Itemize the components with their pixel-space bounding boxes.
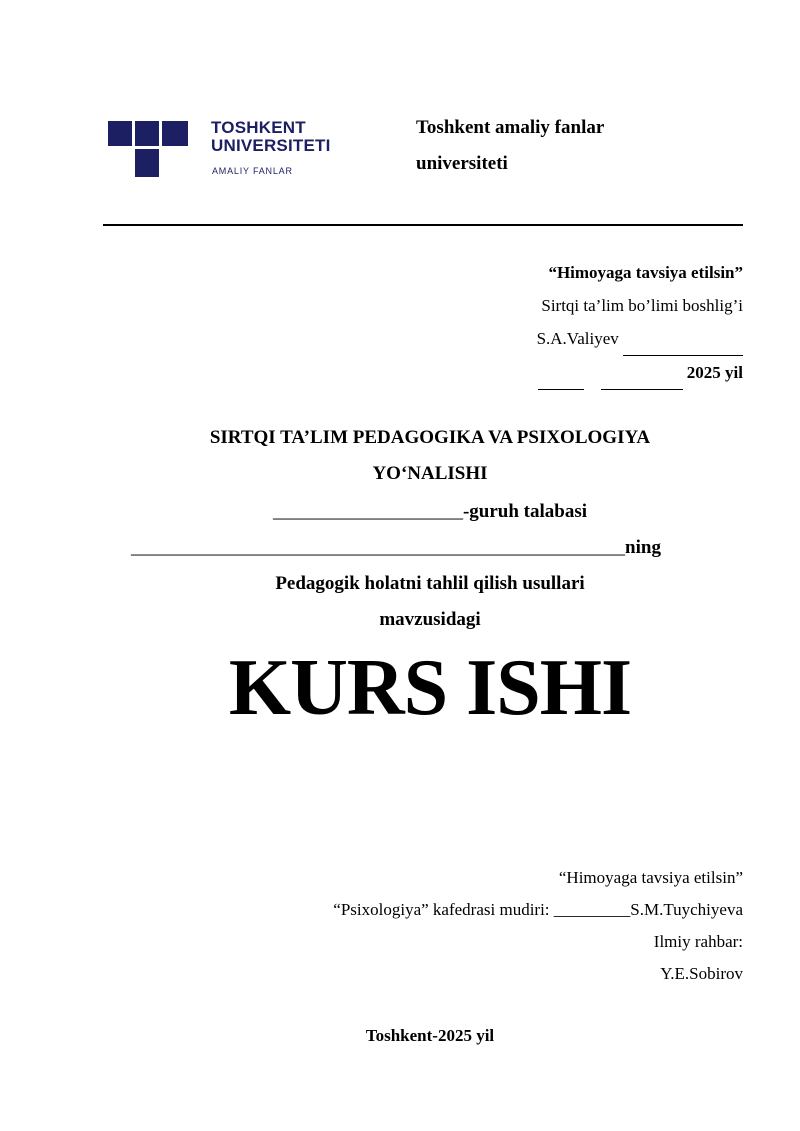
header-divider (103, 224, 743, 226)
university-name (416, 110, 604, 182)
place-year: Toshkent-2025 yil (365, 1026, 495, 1045)
student-blank: ____________________________________________________ (131, 537, 626, 558)
department-head-line: “Psixologiya” kafedrasi mudiri: _________S.M.Tuychiyeva (333, 900, 743, 919)
university-name-line1: Toshkent amaliy fanlar (416, 117, 605, 138)
supervisor-label: Ilmiy rahbar: (653, 932, 743, 951)
approval-top-name: S.A.Valiyev (536, 329, 619, 348)
direction-line2: YO‘NALISHI (372, 463, 488, 484)
direction-line1: SIRTQI TA’LIM PEDAGOGIKA VA PSIXOLOGIYA (209, 427, 651, 448)
logo-title (211, 119, 331, 155)
group-suffix: -guruh talabasi (462, 501, 588, 522)
university-name-line2: universiteti (416, 153, 508, 174)
approval-top-block (537, 256, 743, 390)
group-line (0, 494, 800, 530)
university-logo-mark (108, 121, 188, 177)
approval-top-year: 2025 yil (686, 363, 743, 382)
student-info (0, 494, 800, 638)
day-blank (538, 356, 584, 390)
month-blank (601, 356, 683, 390)
logo-title-line1: TOSHKENT (211, 118, 306, 137)
approval-top-heading: “Himoyaga tavsiya etilsin” (548, 263, 743, 282)
signature-line (623, 322, 743, 356)
approval-top-date-line (537, 356, 743, 390)
group-blank: ____________________ (272, 501, 463, 522)
student-suffix: ning (625, 537, 661, 558)
topic-line2: mavzusidagi (379, 609, 481, 630)
student-line (0, 530, 800, 566)
logo-subtitle: AMALIY FANLAR (212, 166, 293, 176)
approval-bottom-heading: “Himoyaga tavsiya etilsin” (558, 868, 743, 887)
direction-title (0, 420, 800, 492)
document-title: KURS ISHI (228, 644, 632, 732)
logo-title-line2: UNIVERSITETI (211, 136, 331, 155)
approval-bottom-block (333, 862, 743, 990)
approval-top-position: Sirtqi ta’lim bo’limi boshlig’i (541, 296, 743, 315)
supervisor-name: Y.E.Sobirov (660, 964, 743, 983)
approval-top-name-line (537, 322, 743, 356)
topic-line1: Pedagogik holatni tahlil qilish usullari (275, 573, 585, 594)
